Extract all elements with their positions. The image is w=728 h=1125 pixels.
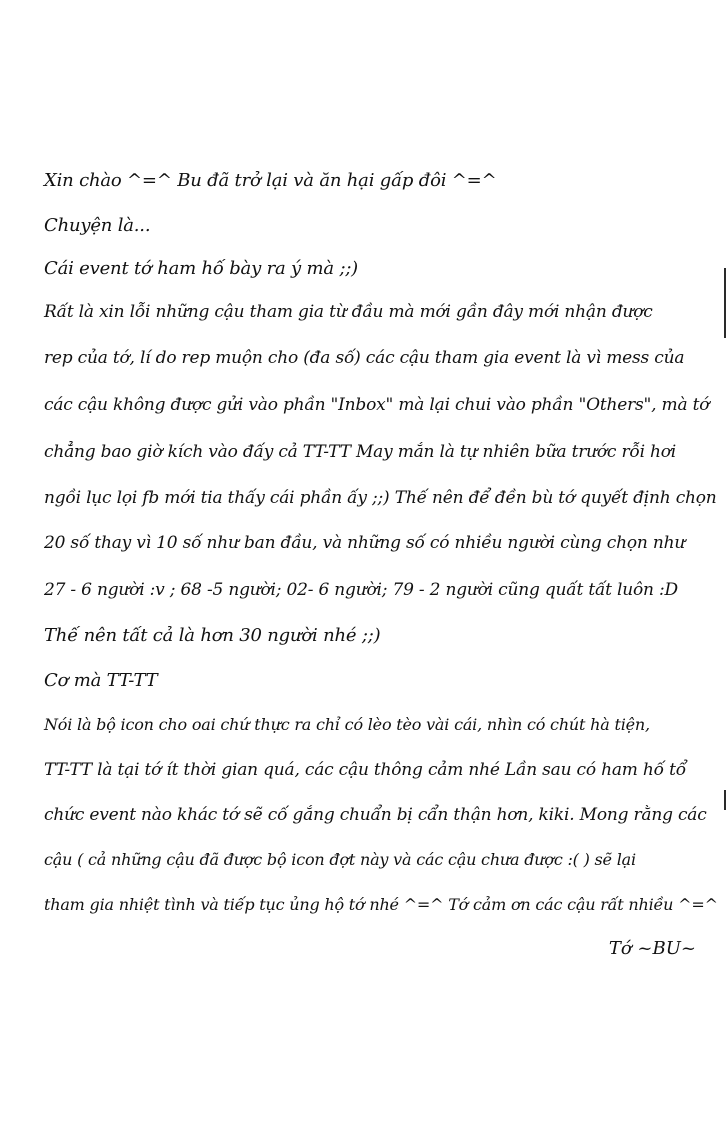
letter-line: 27 - 6 người :v ; 68 -5 người; 02- 6 người; 79 - 2 người cũng quất tất luôn :D — [44, 580, 678, 600]
letter-line: chẳng bao giờ kích vào đấy cả TT-TT May mắn là tự nhiên bữa trước rỗi hơi — [44, 442, 677, 462]
letter-line: ngồi lục lọi fb mới tia thấy cái phần ấy ;;) Thế nên để đền bù tớ quyết định chọn — [44, 488, 717, 508]
scan-edge-mark — [724, 268, 726, 338]
letter-line: Cơ mà TT-TT — [44, 670, 158, 691]
letter-signature: Tớ ~BU~ — [608, 938, 696, 959]
letter-line: Cái event tớ ham hố bày ra ý mà ;;) — [44, 258, 359, 279]
letter-line: chức event nào khác tớ sẽ cố gắng chuẩn bị cẩn thận hơn, kiki. Mong rằng các — [44, 805, 707, 825]
letter-line: Rất là xin lỗi những cậu tham gia từ đầu mà mới gần đây mới nhận được — [44, 302, 653, 322]
letter-line: TT-TT là tại tớ ít thời gian quá, các cậu thông cảm nhé Lần sau có ham hố tổ — [44, 760, 686, 780]
letter-line: 20 số thay vì 10 số như ban đầu, và những số có nhiều người cùng chọn như — [44, 533, 686, 553]
scan-edge-mark — [724, 790, 726, 810]
letter-line-greeting: Xin chào ^=^ Bu đã trở lại và ăn hại gấp đôi ^=^ — [44, 170, 497, 191]
letter-line: Chuyện là... — [44, 215, 151, 236]
letter-line: các cậu không được gửi vào phần "Inbox" mà lại chui vào phần "Others", mà tớ — [44, 395, 710, 415]
letter-line: rep của tớ, lí do rep muộn cho (đa số) các cậu tham gia event là vì mess của — [44, 348, 685, 368]
letter-line: cậu ( cả những cậu đã được bộ icon đợt này và các cậu chưa được :( ) sẽ lại — [44, 850, 636, 869]
letter-line: Nói là bộ icon cho oai chứ thực ra chỉ có lèo tèo vài cái, nhìn có chút hà tiện, — [44, 715, 650, 734]
letter-line: tham gia nhiệt tình và tiếp tục ủng hộ tớ nhé ^=^ Tớ cảm ơn các cậu rất nhiều ^=^ — [44, 895, 718, 914]
letter-line: Thế nên tất cả là hơn 30 người nhé ;;) — [44, 625, 381, 646]
